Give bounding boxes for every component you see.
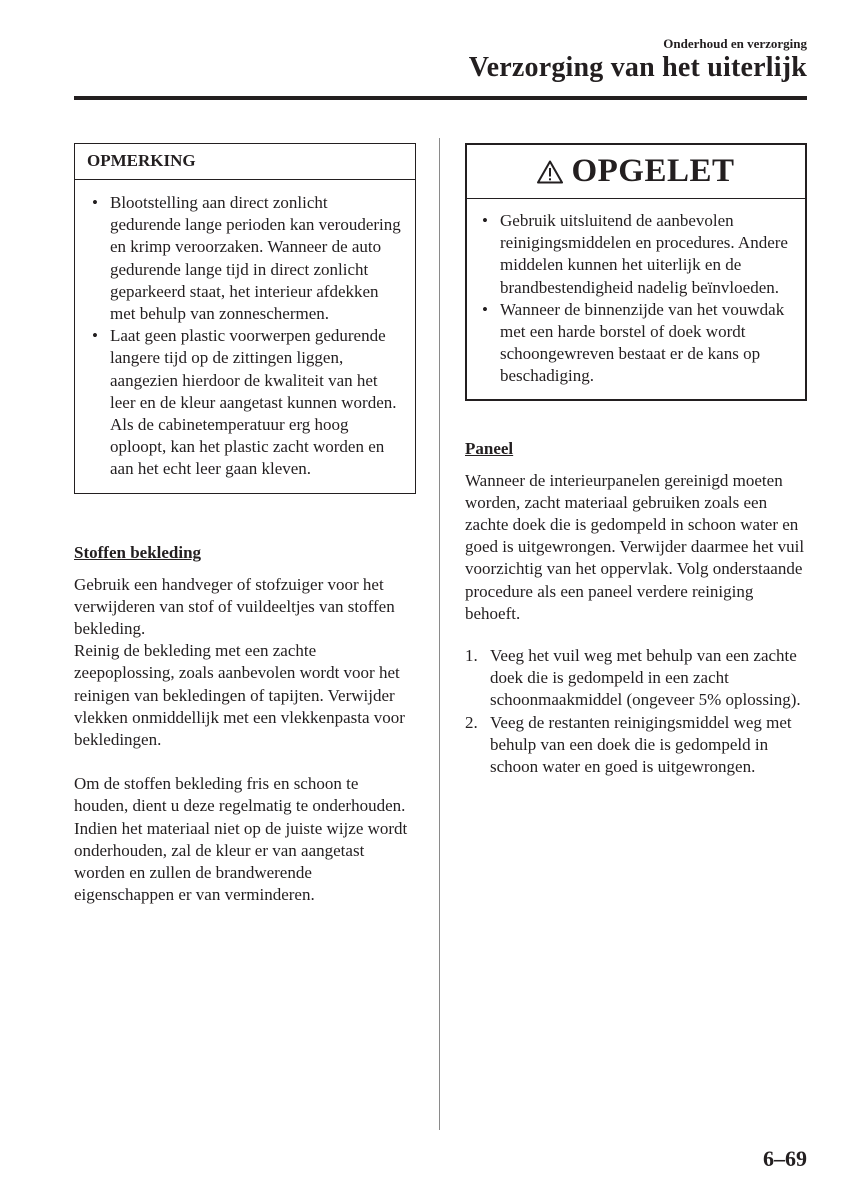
note-box xyxy=(74,143,416,494)
note-item: • Blootstelling aan direct zonlicht gedurende lange perioden kan veroudering en krimp veroorzaken. Wanneer de auto gedurende lange tijd in direct zonlicht geparkeerd staat, het interieur afdekken met behulp van zonneschermen. xyxy=(89,192,401,325)
panel-step xyxy=(465,645,807,712)
page-title: Verzorging van het uiterlijk xyxy=(468,52,807,83)
step-text: Veeg de restanten reinigingsmiddel weg met behulp van een doek die is gedompeld in schoon water en goed is uitgewrongen. xyxy=(490,712,792,777)
section-title: Onderhoud en verzorging xyxy=(663,36,807,51)
caution-header xyxy=(467,145,805,199)
right-column xyxy=(465,143,807,778)
caution-item: • Gebruik uitsluitend de aanbevolen reinigingsmiddelen en procedures. Andere middelen kunnen het uiterlijk en de brandbestendigheid nadelig beïnvloeden. xyxy=(479,210,791,299)
column-divider xyxy=(439,138,440,1130)
fabric-paragraph-2: Reinig de bekleding met een zachte zeepoplossing, zoals aanbevolen wordt voor het reinigen van bekledingen of tapijten. Verwijder vlekken onmiddellijk met een vlekkenpasta voor bekledingen. xyxy=(74,641,405,750)
fabric-heading: Stoffen bekleding xyxy=(74,542,202,562)
panel-step xyxy=(465,712,807,779)
caution-body xyxy=(467,199,805,399)
note-body xyxy=(75,180,415,493)
caution-list xyxy=(479,210,791,388)
note-list xyxy=(89,192,401,481)
panel-intro: Wanneer de interieurpanelen gereinigd moeten worden, zacht materiaal gebruiken zoals een zachte doek die is gedompeld in schoon water en goed is uitgewrongen. Verwijder daarmee het vuil voorzichtig van het oppervlak. Volg onderstaande procedure als een paneel verdere reiniging behoeft. xyxy=(465,470,805,623)
panel-steps xyxy=(465,645,807,778)
note-item: • Laat geen plastic voorwerpen gedurende langere tijd op de zittingen liggen, aangezien hierdoor de kwaliteit van het leer en de kleur aangetast kunnen worden. Als de cabinetemperatuur erg hoog oploopt, kan het plastic zacht worden en aan het echt leer gaan kleven. xyxy=(89,325,401,480)
caution-box xyxy=(465,143,807,401)
fabric-paragraph-3: Om de stoffen bekleding fris en schoon te houden, dient u deze regelmatig te onderhouden. Indien het materiaal niet op de juiste wijze wordt onderhouden, zal de kleur er van aangetast worden en zullen de brandwerende eigenschappen er van verminderen. xyxy=(74,774,408,905)
note-heading: OPMERKING xyxy=(75,144,415,180)
step-number: 1. xyxy=(465,646,478,666)
left-column xyxy=(74,143,416,906)
page-number: 6–69 xyxy=(763,1146,807,1171)
warning-triangle-icon xyxy=(537,160,563,184)
panel-heading: Paneel xyxy=(465,438,514,458)
header-rule xyxy=(74,96,807,100)
step-text: Veeg het vuil weg met behulp van een zachte doek die is gedompeld in een zacht schoonmaakmiddel (ongeveer 5% oplossing). xyxy=(490,646,801,710)
caution-heading: OPGELET xyxy=(571,153,735,189)
step-number: 2. xyxy=(465,712,478,732)
fabric-paragraph-1: Gebruik een handveger of stofzuiger voor het verwijderen van stof of vuildeeltjes van stoffen bekleding. xyxy=(74,574,395,639)
caution-item: • Wanneer de binnenzijde van het vouwdak met een harde borstel of doek wordt schoongewreven bestaat er de kans op beschadiging. xyxy=(479,299,791,388)
